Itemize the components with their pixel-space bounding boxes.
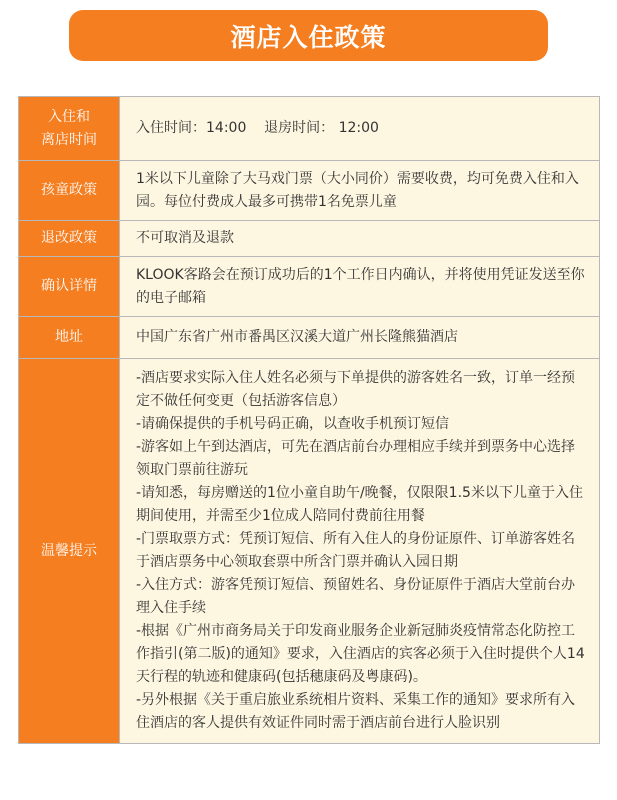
list-item: -请确保提供的手机号码正确，以查收手机预订短信 — [136, 416, 450, 432]
row-label-checkin-line2: 离店时间 — [41, 131, 97, 148]
row-value-refund: 不可取消及退款 — [120, 221, 600, 257]
row-value-checkin: 入住时间：14:00 退房时间： 12:00 — [120, 97, 600, 161]
title-banner — [69, 10, 548, 61]
list-item: -游客如上午到达酒店，可先在酒店前台办理相应手续并到票务中心选择领取门票前往游玩 — [136, 439, 576, 478]
table-row-address — [19, 317, 600, 359]
list-item: -请知悉，每房赠送的1位小童自助午/晚餐，仅限限1.5米以下儿童于入住期间使用，并需至少1位成人陪同付费前往用餐 — [136, 485, 583, 524]
row-label-address: 地址 — [19, 317, 120, 359]
row-value-address: 中国广东省广州市番禺区汉溪大道广州长隆熊猫酒店 — [120, 317, 600, 359]
table-row-children — [19, 161, 600, 221]
row-label-refund: 退改政策 — [19, 221, 120, 257]
list-item: -入住方式：游客凭预订短信、预留姓名、身份证原件于酒店大堂前台办理入住手续 — [136, 577, 576, 616]
row-value-tips — [120, 359, 600, 744]
row-value-children: 1米以下儿童除了大马戏门票（大小同价）需要收费，均可免费入住和入园。每位付费成人最多可携带1名免票儿童 — [120, 161, 600, 221]
row-label-tips: 温馨提示 — [19, 359, 120, 744]
row-label-confirm: 确认详情 — [19, 257, 120, 317]
row-value-confirm: KLOOK客路会在预订成功后的1个工作日内确认，并将使用凭证发送至你的电子邮箱 — [120, 257, 600, 317]
page-title: 酒店入住政策 — [230, 22, 387, 52]
list-item: -根据《广州市商务局关于印发商业服务企业新冠肺炎疫情常态化防控工作指引(第二版)的通知》要求，入住酒店的宾客必须于入住时提供个人14天行程的轨迹和健康码(包括穗康码及粤康码)。 — [136, 623, 585, 685]
table-row-confirm — [19, 257, 600, 317]
row-label-checkin — [19, 97, 120, 161]
row-label-checkin-line1: 入住和 — [48, 108, 90, 125]
policy-table — [18, 96, 600, 744]
table-row-refund — [19, 221, 600, 257]
list-item: -另外根据《关于重启旅业系统相片资料、采集工作的通知》要求所有入住酒店的客人提供有效证件同时需于酒店前台进行人脸识别 — [136, 692, 576, 731]
table-row-tips — [19, 359, 600, 744]
list-item: -酒店要求实际入住人姓名必须与下单提供的游客姓名一致，订单一经预定不做任何变更（包括游客信息） — [136, 370, 576, 409]
table-row-checkin — [19, 97, 600, 161]
list-item: -门票取票方式：凭预订短信、所有入住人的身份证原件、订单游客姓名于酒店票务中心领取套票中所含门票并确认入园日期 — [136, 531, 576, 570]
row-label-children: 孩童政策 — [19, 161, 120, 221]
